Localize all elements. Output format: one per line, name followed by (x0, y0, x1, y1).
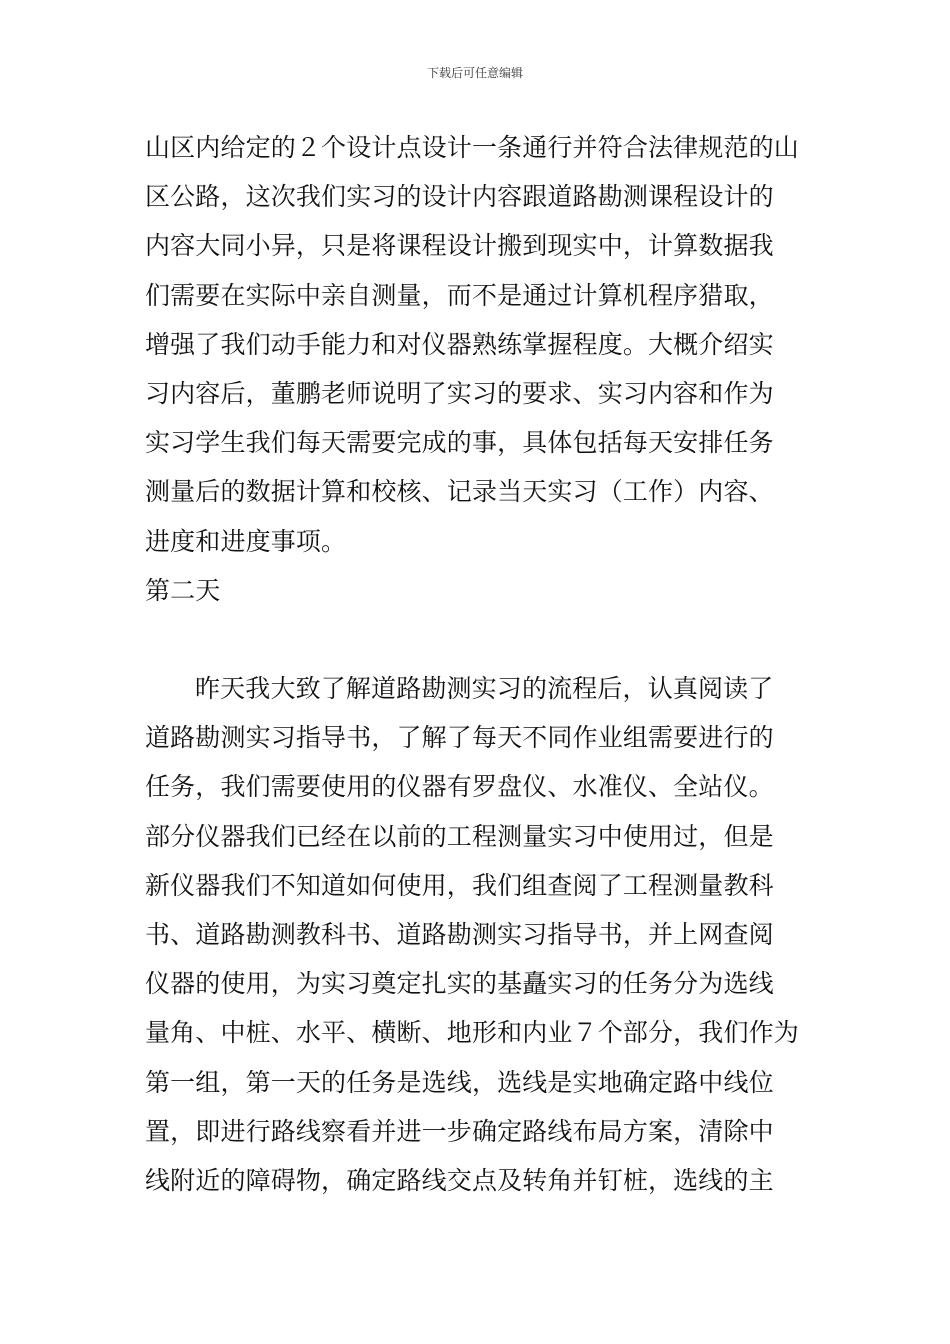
text-line: 山区内给定的２个设计点设计一条通行并符合法律规范的山 (145, 133, 799, 162)
text-line: 部分仪器我们已经在以前的工程测量实习中使用过，但是 (145, 821, 774, 851)
text-line: 测量后的数据计算和校核、记录当天实习（工作）内容、 (145, 477, 774, 507)
text-line: 第一组，第一天的任务是选线，选线是实地确定路中线位 (145, 1067, 774, 1097)
text-line: 置，即进行路线察看并进一步确定路线布局方案，清除中 (145, 1116, 774, 1146)
text-line: 增强了我们动手能力和对仪器熟练掌握程度。大概介绍实 (145, 329, 774, 359)
text-line: 仪器的使用，为实习奠定扎实的基矗实习的任务分为选线 (145, 969, 774, 999)
blank-line (145, 615, 810, 664)
text-line: 实习学生我们每天需要完成的事，具体包括每天安排任务 (145, 428, 774, 458)
text-line: 道路勘测实习指导书，了解了每天不同作业组需要进行的 (145, 723, 774, 753)
paragraph (145, 123, 810, 566)
text-line: 习内容后，董鹏老师说明了实习的要求、实习内容和作为 (145, 378, 774, 408)
page-header: 下载后可任意编辑 (426, 66, 523, 80)
text-line: 区公路，这次我们实习的设计内容跟道路勘测课程设计的 (145, 182, 774, 212)
document-body (145, 123, 810, 1205)
text-line: 进度和进度事项。 (145, 526, 347, 556)
text-line: 新仪器我们不知道如何使用，我们组查阅了工程测量教科 (145, 870, 774, 900)
text-line: 任务，我们需要使用的仪器有罗盘仪、水准仪、全站仪。 (145, 772, 774, 802)
text-line: 内容大同小异，只是将课程设计搬到现实中，计算数据我 (145, 231, 774, 261)
text-line: 们需要在实际中亲自测量，而不是通过计算机程序猎取， (145, 280, 774, 310)
paragraph (145, 664, 810, 1205)
text-line: 线附近的障碍物，确定路线交点及转角并钉桩，选线的主 (145, 1165, 774, 1195)
section-heading: 第二天 (145, 575, 221, 605)
text-line: 昨天我大致了解道路勘测实习的流程后，认真阅读了 (195, 674, 774, 704)
text-line: 书、道路勘测教科书、道路勘测实习指导书，并上网查阅 (145, 920, 774, 949)
text-line: 量角、中桩、水平、横断、地形和内业７个部分，我们作为 (145, 1018, 799, 1048)
